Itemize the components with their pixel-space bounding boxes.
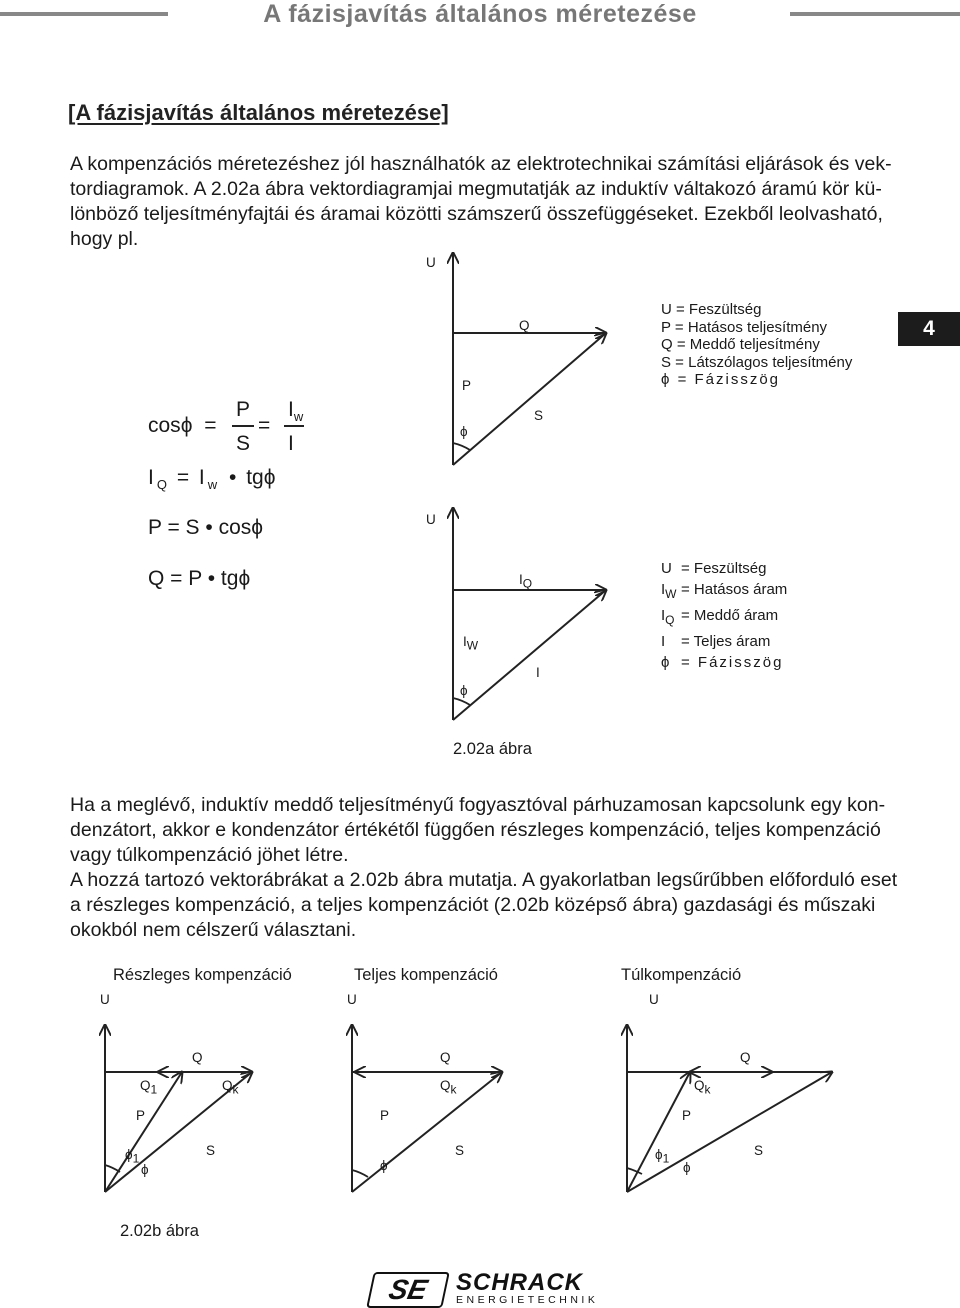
logo-mark: SE xyxy=(366,1272,450,1308)
label-s: S xyxy=(206,1143,216,1158)
label-phi: ϕ xyxy=(460,424,468,439)
legend-symbol: ϕ xyxy=(661,654,672,671)
paragraph-line: A kompenzációs méretezéshez jól használhatók az elektrotechnikai számítási eljárások és vek- xyxy=(70,153,892,175)
label-s: S xyxy=(534,408,544,423)
label-iq xyxy=(519,572,532,591)
q-symbol: Q xyxy=(140,1078,151,1093)
legend-current xyxy=(661,558,787,673)
label-qk xyxy=(222,1078,239,1097)
paragraph-line: hogy pl. xyxy=(70,228,139,250)
q-subscript: Q xyxy=(522,576,533,591)
phi-symbol: ϕ xyxy=(125,1147,133,1162)
label-phi: ϕ xyxy=(683,1160,691,1175)
legend-item: ϕ = Fázisszög xyxy=(661,371,781,388)
legend-item xyxy=(661,605,787,631)
dot-operator: • xyxy=(229,466,237,489)
w-subscript: W xyxy=(466,638,479,653)
legend-item xyxy=(661,631,787,652)
legend-item xyxy=(661,579,787,605)
label-p: P xyxy=(136,1108,146,1123)
figure-b-caption: 2.02b ábra xyxy=(120,1222,199,1240)
subscript: k xyxy=(704,1082,711,1097)
angle-arc xyxy=(105,1165,120,1172)
phi-symbol: ϕ xyxy=(180,414,193,437)
label-q: Q xyxy=(192,1050,203,1065)
schrack-logo xyxy=(370,1270,602,1308)
q-symbol: Q xyxy=(694,1078,705,1093)
legend-subscript: W xyxy=(665,587,677,601)
i-vector xyxy=(453,590,606,720)
legend-symbol: I xyxy=(661,581,666,598)
label-q1 xyxy=(140,1078,157,1097)
legend-symbol: I xyxy=(661,633,666,650)
legend-text: = Hatásos áram xyxy=(681,581,788,598)
paragraph-line: okokból nem célszerű választani. xyxy=(70,919,357,941)
phi-symbol: ϕ xyxy=(655,1147,663,1162)
section-title: [A fázisjavítás általános méretezése] xyxy=(68,100,449,125)
paragraph-line: a részleges kompenzáció, a teljes kompenzációt (2.02b középső ábra) gazdasági és műszaki xyxy=(70,894,876,916)
legend-item: P = Hatásos teljesítmény xyxy=(661,318,828,336)
logo-subtitle: ENERGIETECHNIK xyxy=(456,1294,599,1306)
i-symbol: I xyxy=(148,466,154,489)
i-symbol: I xyxy=(288,398,294,421)
subscript: k xyxy=(232,1082,239,1097)
i-symbol: I xyxy=(519,572,523,587)
phi-symbol: ϕ xyxy=(251,516,264,539)
diagram-title-over: Túlkompenzáció xyxy=(621,966,742,984)
paragraph-line: A hozzá tartozó vektorábrákat a 2.02b ábra mutatja. A gyakorlatban legsűrűbben előforduló eset xyxy=(70,869,898,891)
phi-symbol: ϕ xyxy=(238,567,251,590)
formula-p-text: P = S • cos xyxy=(148,516,252,539)
subscript: 1 xyxy=(132,1151,140,1166)
formula-cos-label: cos xyxy=(148,414,181,437)
equals-sign: = xyxy=(258,414,271,437)
equals-sign: = xyxy=(176,466,190,489)
i-symbol: I xyxy=(198,466,205,489)
diagram-title-full: Teljes kompenzáció xyxy=(354,966,498,984)
equals-sign: = xyxy=(204,414,217,437)
q-subscript: Q xyxy=(156,477,167,493)
label-phi1 xyxy=(655,1147,669,1166)
label-iw xyxy=(463,634,478,653)
label-q: Q xyxy=(440,1050,451,1065)
fraction-s-denominator: S xyxy=(236,432,251,455)
label-p: P xyxy=(462,378,472,393)
label-phi: ϕ xyxy=(460,683,468,698)
paragraph-line: denzátort, akkor e kondenzátor értékétől függően részleges kompenzáció, teljes kompenzáció xyxy=(70,819,881,841)
legend-power xyxy=(661,301,852,389)
angle-arc xyxy=(352,1170,368,1177)
legend-symbol: U xyxy=(661,560,672,577)
label-s: S xyxy=(754,1143,764,1158)
label-u: U xyxy=(649,992,659,1007)
logo-brand: SCHRACK xyxy=(456,1269,583,1296)
label-q: Q xyxy=(740,1050,751,1065)
legend-item: S = Látszólagos teljesítmény xyxy=(661,353,853,371)
diagram-title-partial: Részleges kompenzáció xyxy=(113,966,292,984)
q-symbol: Q xyxy=(440,1078,451,1093)
label-qk xyxy=(694,1078,711,1097)
angle-arc xyxy=(453,698,470,705)
label-u: U xyxy=(100,992,110,1007)
legend-item xyxy=(661,652,787,673)
label-phi: ϕ xyxy=(141,1162,149,1177)
chapter-tab: 4 xyxy=(898,312,960,346)
legend-text: = Teljes áram xyxy=(681,633,771,650)
figure-a-caption: 2.02a ábra xyxy=(453,740,532,758)
subscript: 1 xyxy=(662,1151,670,1166)
legend-text: = Feszültség xyxy=(681,560,767,577)
label-u: U xyxy=(426,512,436,527)
s-vector xyxy=(453,333,606,465)
paragraph-line: tordiagramok. A 2.02a ábra vektordiagramjai megmutatják az induktív váltakozó áramú kör kü- xyxy=(70,178,882,200)
page-header-title: A fázisjavítás általános méretezése xyxy=(263,0,697,28)
label-p: P xyxy=(380,1108,390,1123)
label-s: S xyxy=(455,1143,465,1158)
w-subscript: w xyxy=(293,409,304,425)
legend-text: = Meddő áram xyxy=(681,607,779,624)
paragraph-line: vagy túlkompenzáció jöhet létre. xyxy=(70,844,349,866)
phi-symbol: ϕ xyxy=(263,466,276,489)
label-phi1 xyxy=(125,1147,139,1166)
label-phi: ϕ xyxy=(380,1158,388,1173)
paragraph-line: lönböző teljesítményfajtái és áramai közötti számszerű összefüggéseket. Ezekből leolvasható, xyxy=(70,203,883,225)
fraction-i-denominator: I xyxy=(288,432,294,455)
label-qk xyxy=(440,1078,457,1097)
subscript: 1 xyxy=(150,1082,158,1097)
angle-arc xyxy=(453,443,470,450)
s-vector xyxy=(352,1072,502,1192)
paragraph-compensation xyxy=(70,793,898,943)
legend-subscript: Q xyxy=(665,613,675,627)
legend-symbol: I xyxy=(661,607,666,624)
label-u: U xyxy=(426,255,436,270)
legend-item: U = Feszültség xyxy=(661,301,762,318)
tg-label: tg xyxy=(246,466,264,489)
fraction-p-numerator: P xyxy=(236,398,251,421)
legend-text: = Fázisszög xyxy=(681,654,784,671)
label-p: P xyxy=(682,1108,692,1123)
subscript: k xyxy=(450,1082,457,1097)
legend-item: Q = Meddő teljesítmény xyxy=(661,336,820,353)
label-u: U xyxy=(347,992,357,1007)
i-symbol: I xyxy=(463,634,467,649)
q-symbol: Q xyxy=(222,1078,233,1093)
legend-item xyxy=(661,558,787,579)
paragraph-line: Ha a meglévő, induktív meddő teljesítményű fogyasztóval párhuzamosan kapcsolunk egy kon- xyxy=(70,794,886,816)
w-subscript: w xyxy=(207,477,218,493)
label-q: Q xyxy=(519,318,530,333)
formula-q-text: Q = P • tg xyxy=(148,567,239,590)
label-i: I xyxy=(536,665,540,680)
